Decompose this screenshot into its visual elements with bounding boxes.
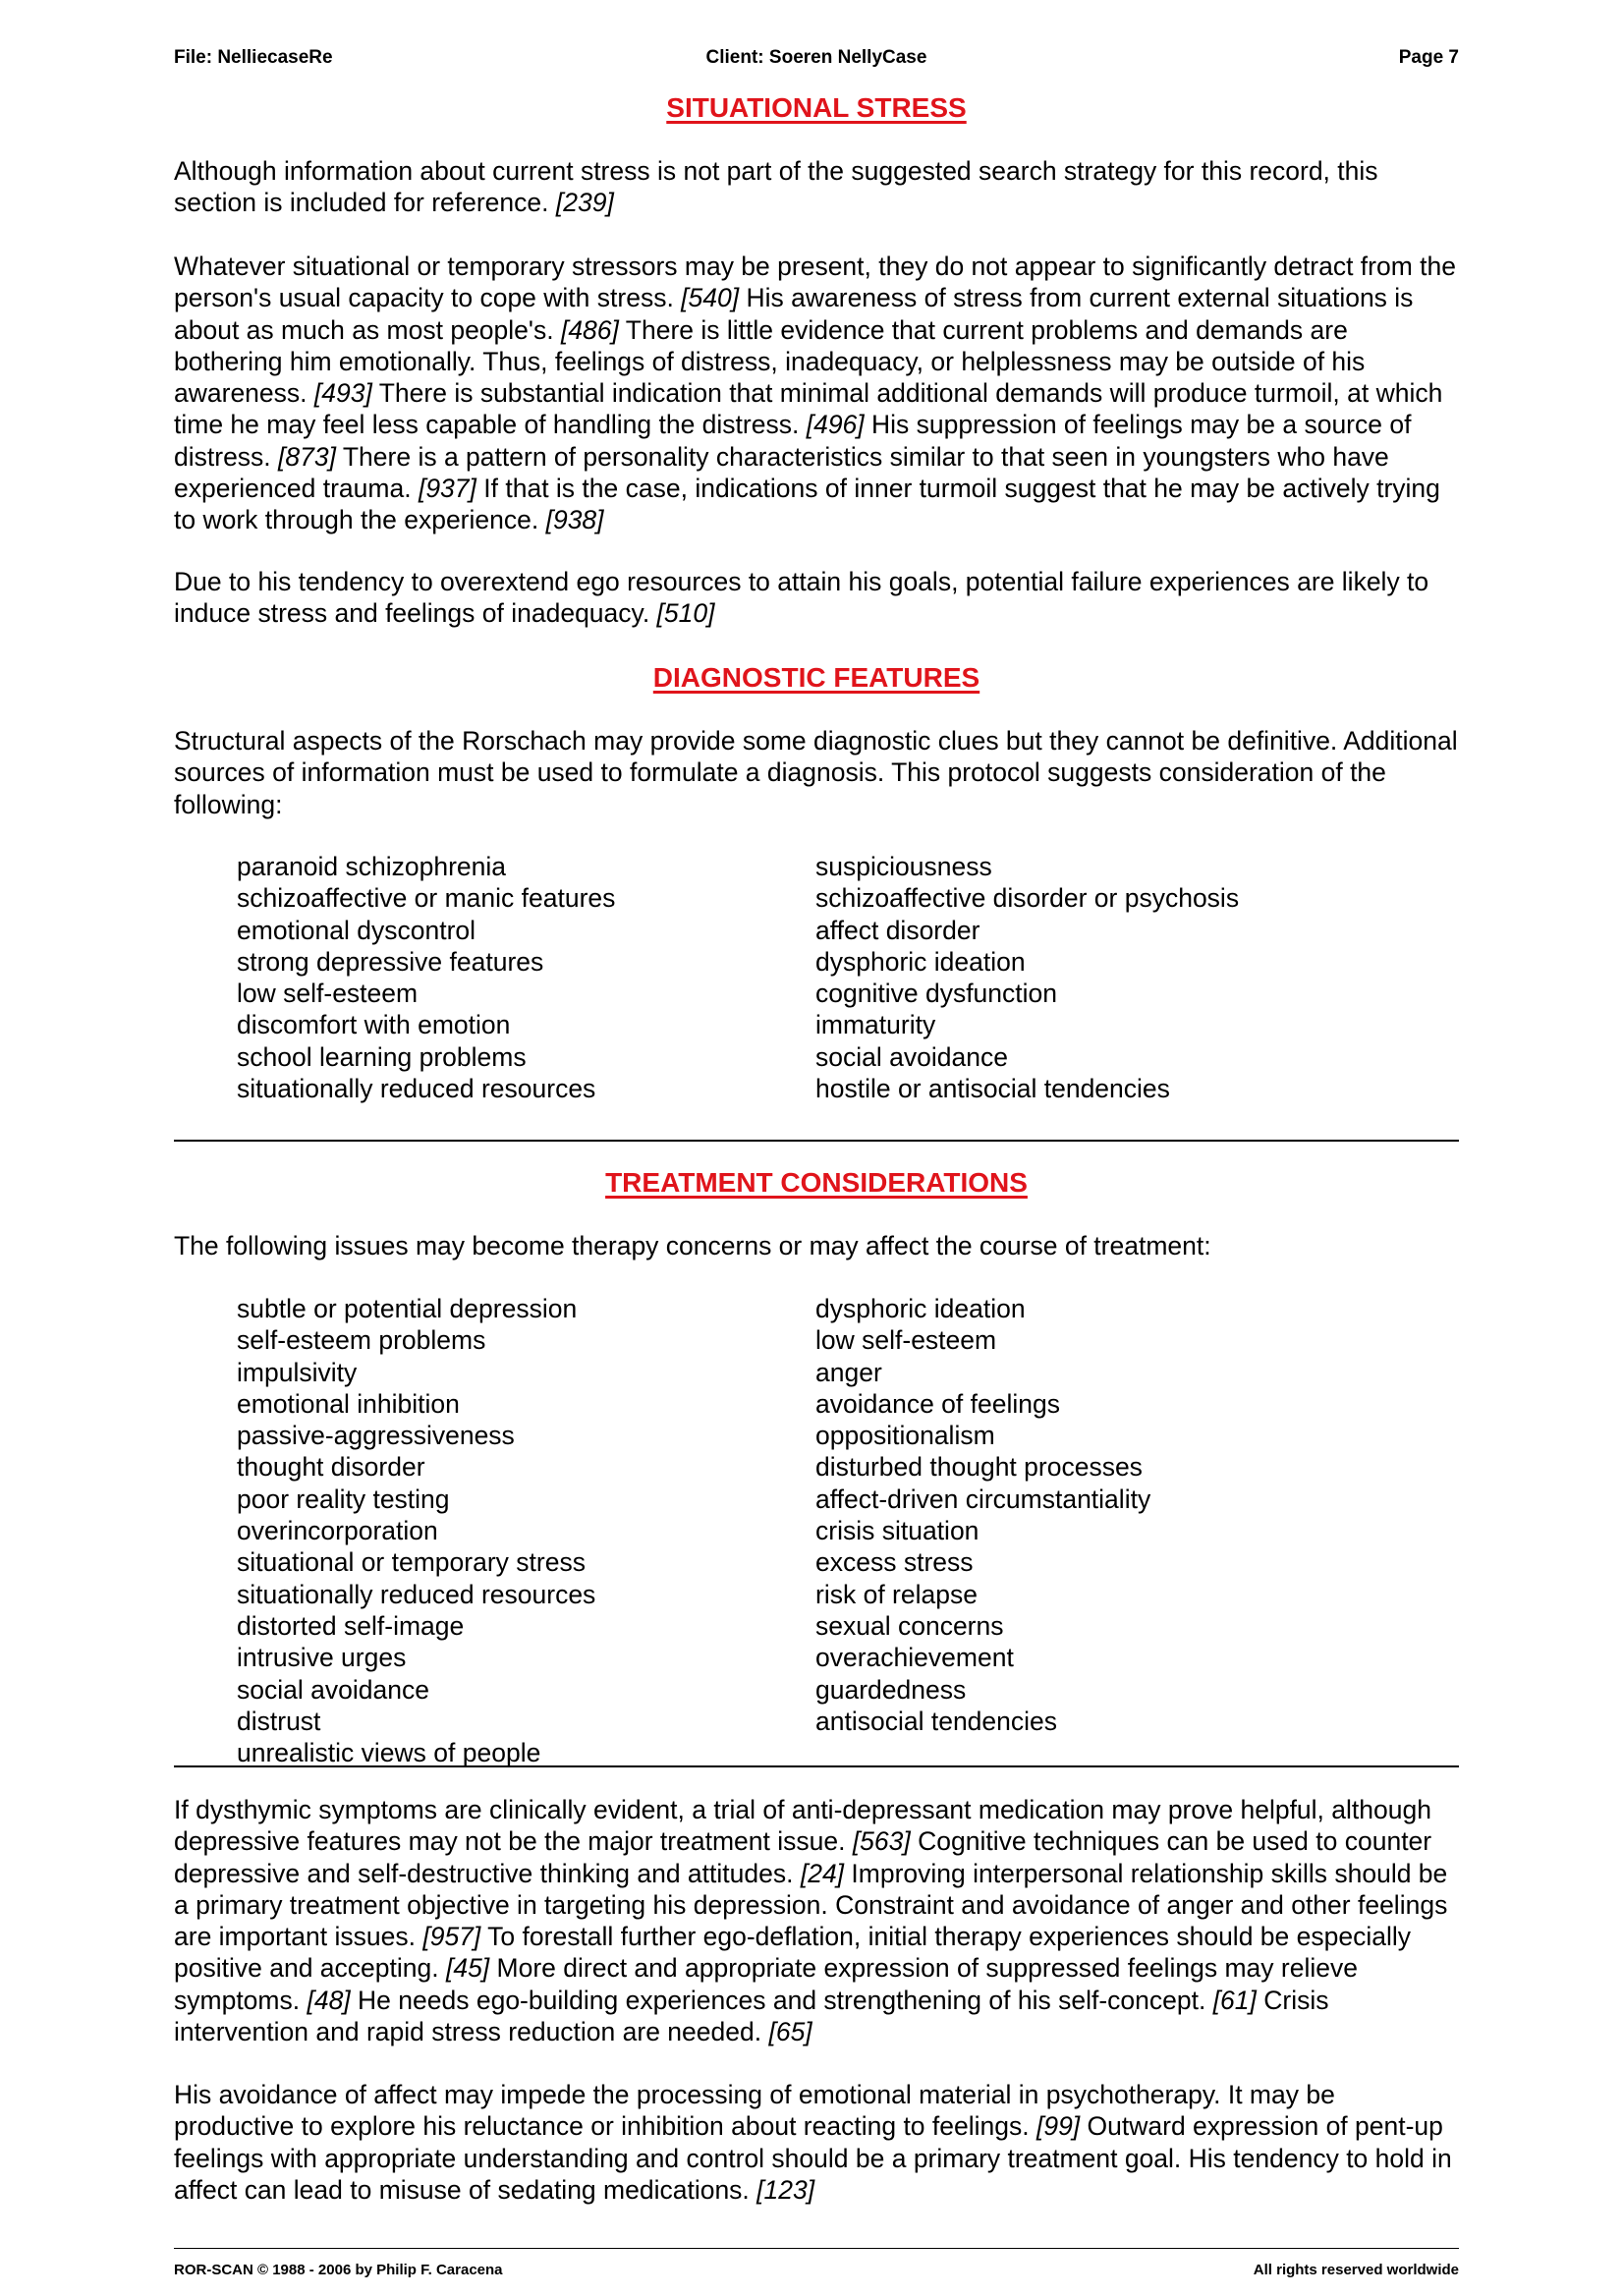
section-title-diagnostic-features: DIAGNOSTIC FEATURES [652,662,980,693]
list-item: suspiciousness [815,852,992,881]
paragraph-text: Improving interpersonal relationship skills should be a primary treatment objective in targeting his depression. Constraint and avoidance of anger and other feelings are important issues. [174,1858,1448,1952]
list-row [237,1451,1459,1483]
list-item: guardedness [815,1674,967,1705]
list-row [237,1642,1459,1673]
list-item: discomfort with emotion [237,1010,511,1040]
list-row [237,1009,1459,1040]
treatment-paragraph [174,1794,1459,2047]
list-item: low self-esteem [237,979,419,1009]
citation-reference: [493] [313,378,372,409]
paragraph-text: More direct and appropriate expression of suppressed feelings may relieve symptoms. [174,1953,1358,2015]
paragraph-text: There is substantial indication that minimal additional demands will produce turmoil, at which time he may feel less capable of handling the distress. [174,378,1443,440]
list-row [237,1706,1459,1737]
list-item: emotional dyscontrol [237,915,476,945]
list-row [237,1484,1459,1515]
list-item: affect disorder [815,915,980,945]
paragraph-text: His awareness of stress from current external situations is about as much as most people's. [174,283,1414,345]
paragraph-text: Cognitive techniques can be used to counter depressive and self-destructive thinking and attitudes. [174,1826,1432,1888]
list-row [237,915,1459,946]
list-item: hostile or antisocial tendencies [815,1074,1170,1104]
list-item: disturbed thought processes [815,1452,1143,1483]
diagnostic-features-list [237,851,1459,1104]
list-item: poor reality testing [237,1484,450,1514]
list-item: social avoidance [815,1041,1008,1072]
list-item: impulsivity [237,1357,358,1387]
citation-reference: [123] [756,2174,815,2205]
paragraph-text: If dysthymic symptoms are clinically evident, a trial of anti-depressant medication may prove helpful, although depressive features may not be the major treatment issue. [174,1795,1431,1857]
list-row [237,1420,1459,1451]
treatment-paragraph [174,2079,1459,2206]
list-item: overincorporation [237,1516,438,1546]
citation-reference: [540] [681,283,740,313]
list-item [815,1737,1459,1768]
list-item: unrealistic views of people [237,1738,541,1768]
list-row [237,1357,1459,1388]
citation-reference: [496] [806,410,865,440]
citation-reference: [937] [418,474,476,504]
list-item: situationally reduced resources [237,1579,596,1609]
list-row [237,1515,1459,1546]
treatment-intro: The following issues may become therapy concerns or may affect the course of treatment: [174,1231,1211,1260]
list-item: cognitive dysfunction [815,979,1058,1009]
diagnostic-intro: Structural aspects of the Rorschach may provide some diagnostic clues but they cannot be definitive. Additional sources of information must be used to formulate a diagnosis. This protocol suggests consideration of the following: [174,726,1458,819]
divider [174,1140,1459,1142]
paragraph-text: His avoidance of affect may impede the processing of emotional material in psychotherapy. It may be productive to explore his reluctance or inhibition about reacting to feelings. [174,2080,1335,2142]
list-row [237,1610,1459,1642]
list-item: risk of relapse [815,1579,978,1609]
list-item: excess stress [815,1547,974,1578]
section-title-treatment-considerations: TREATMENT CONSIDERATIONS [605,1167,1028,1198]
file-label: File: NelliecaseRe [174,47,333,68]
list-row [237,1546,1459,1578]
citation-reference: [486] [560,314,619,345]
list-item: overachievement [815,1643,1014,1673]
list-item: social avoidance [237,1674,429,1705]
paragraph-text: He needs ego-building experiences and strengthening of his self-concept. [350,1985,1213,2015]
paragraph-text: To forestall further ego-deflation, initial therapy experiences should be especially positive and accepting. [174,1922,1411,1984]
list-row [237,1324,1459,1356]
citation-reference: [61] [1212,1985,1257,2015]
citation-reference: [510] [656,598,715,629]
paragraph-text: If that is the case, indications of inner turmoil suggest that he may be actively trying to work through the experience. [174,474,1440,535]
list-row [237,1041,1459,1073]
citation-reference: [99] [1035,2111,1081,2142]
list-item: strong depressive features [237,946,544,977]
list-item: situationally reduced resources [237,1074,596,1104]
list-item: distorted self-image [237,1610,465,1641]
treatment-considerations-list [237,1293,1459,1768]
divider [174,1765,1459,1767]
list-item: paranoid schizophrenia [237,852,507,881]
footer-divider [174,2248,1459,2249]
citation-reference: [239] [555,188,614,218]
citation-reference: [65] [768,2017,812,2047]
list-row [237,978,1459,1009]
list-row [237,1579,1459,1610]
list-row [237,1073,1459,1104]
list-item: situational or temporary stress [237,1547,586,1578]
rights-notice: All rights reserved worldwide [1253,2262,1459,2278]
list-row [237,946,1459,978]
paragraph-text: Whatever situational or temporary stressors may be present, they do not appear to significantly detract from the person's usual capacity to cope with stress. [174,252,1457,313]
page-number: Page 7 [1398,47,1459,68]
list-item: intrusive urges [237,1643,407,1673]
page-header [174,47,1459,73]
citation-reference: [938] [545,505,604,535]
situational-stress-paragraph [174,251,1459,536]
list-row [237,882,1459,914]
list-item: emotional inhibition [237,1388,460,1419]
list-item: passive-aggressiveness [237,1421,515,1451]
list-item: crisis situation [815,1516,979,1546]
paragraph-text: There is a pattern of personality characteristics similar to that seen in youngsters who have experienced trauma. [174,441,1389,504]
list-item: anger [815,1357,882,1387]
client-label: Client: Soeren NellyCase [705,47,927,68]
list-item: distrust [237,1706,321,1736]
list-item: school learning problems [237,1041,527,1072]
citation-reference: [873] [278,441,336,472]
list-item: dysphoric ideation [815,946,1026,977]
list-item: sexual concerns [815,1610,1004,1641]
paragraph-text: His suppression of feelings may be a source of distress. [174,410,1412,472]
list-row [237,1388,1459,1420]
list-item: schizoaffective or manic features [237,883,616,914]
list-item: thought disorder [237,1452,425,1483]
citation-reference: [563] [852,1826,911,1857]
paragraph-text: Due to his tendency to overextend ego resources to attain his goals, potential failure experiences are likely to induce stress and feelings of inadequacy. [174,567,1429,629]
paragraph-text: Although information about current stress is not part of the suggested search strategy for this record, this section is included for reference. [174,156,1378,218]
copyright-notice: ROR-SCAN © 1988 - 2006 by Philip F. Caracena [174,2262,503,2278]
list-row [237,1737,1459,1768]
list-item: oppositionalism [815,1421,995,1451]
list-item: low self-esteem [815,1325,997,1356]
list-item: immaturity [815,1010,936,1040]
paragraph-text: Outward expression of pent-up feelings with appropriate understanding and control should be a primary treatment goal. His tendency to hold in affect can lead to misuse of sedating medications. [174,2111,1452,2205]
list-item: subtle or potential depression [237,1294,578,1323]
list-item: affect-driven circumstantiality [815,1484,1151,1514]
list-item: antisocial tendencies [815,1706,1058,1736]
situational-stress-paragraph [174,155,1459,219]
list-row [237,851,1459,882]
paragraph-text: There is little evidence that current problems and demands are bothering him emotionally. Thus, feelings of distress, inadequacy, or helplessness may be outside of his awareness. [174,314,1366,409]
citation-reference: [45] [445,1953,490,1984]
list-row [237,1293,1459,1324]
list-item: schizoaffective disorder or psychosis [815,883,1240,914]
list-item: self-esteem problems [237,1325,486,1356]
citation-reference: [48] [307,1985,351,2015]
citation-reference: [957] [422,1922,481,1952]
list-row [237,1674,1459,1706]
situational-stress-paragraph [174,566,1459,630]
paragraph-text: Crisis intervention and rapid stress reduction are needed. [174,1985,1329,2047]
section-title-situational-stress: SITUATIONAL STRESS [666,92,967,123]
list-item: dysphoric ideation [815,1294,1026,1323]
list-item: avoidance of feelings [815,1388,1060,1419]
citation-reference: [24] [800,1858,845,1888]
